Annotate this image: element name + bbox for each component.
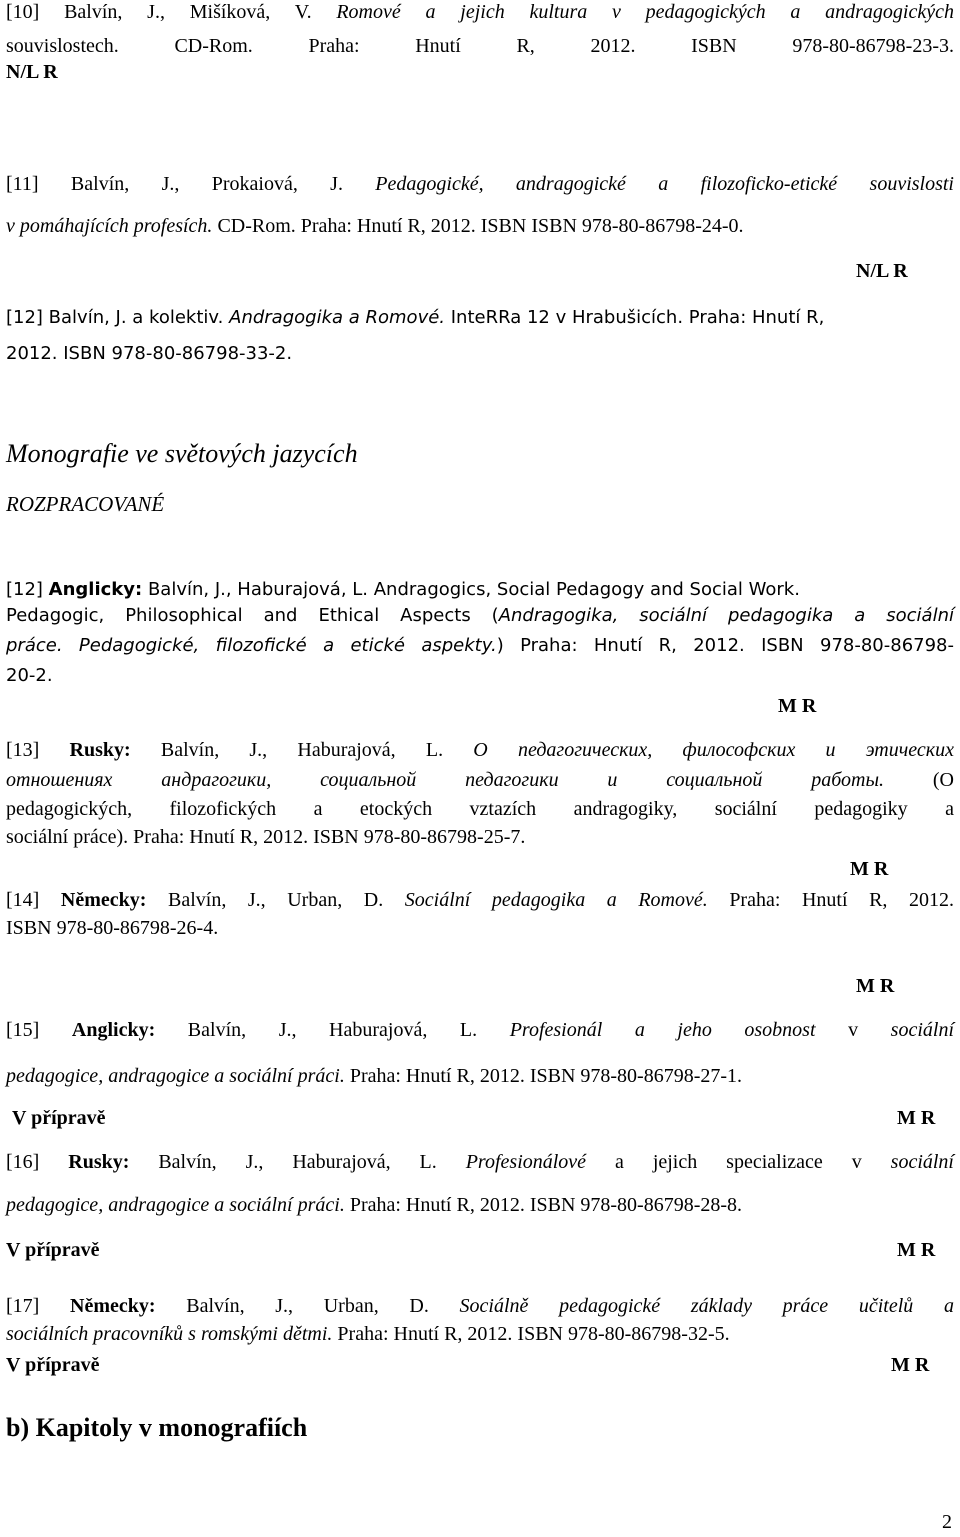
ref-12b-line-1: [12] Anglicky: Balvín, J., Haburajová, L. Andragogics, Social Pedagogy and Social Work. <box>6 579 800 600</box>
ref-14-rating: M R <box>856 975 895 997</box>
ref-12b-line-3: práce. Pedagogické, filozofické a etické aspekty.) Praha: Hnutí R, 2012. ISBN 978-80-86798- <box>6 635 954 656</box>
ref-12-line-1: [12] Balvín, J. a kolektiv. Andragogika a Romové. InteRRa 12 v Hrabušicích. Praha: Hnutí R, <box>6 307 825 328</box>
ref-12-line-2: 2012. ISBN 978-80-86798-33-2. <box>6 343 293 364</box>
ref-12b-rating: M R <box>778 695 817 717</box>
next-section-heading: b) Kapitoly v monografiích <box>6 1413 308 1442</box>
ref-12-title: Andragogika a Romové. <box>229 307 446 328</box>
ref-12b-line-2: Pedagogic, Philosophical and Ethical Aspects (Andragogika, sociální pedagogika a sociální <box>6 605 954 626</box>
ref-17-line-1: [17] Německy: Balvín, J., Urban, D. Sociálně pedagogické základy práce učitelů a <box>6 1295 954 1317</box>
ref-11-title: Pedagogické, andragogické a filozoficko-etické souvislosti <box>375 173 954 195</box>
ref-15-status: V přípravě <box>12 1107 106 1129</box>
ref-16-line-2: pedagogice, andragogice a sociální práci. Praha: Hnutí R, 2012. ISBN 978-80-86798-28-8. <box>6 1194 743 1216</box>
ref-14-line-1: [14] Německy: Balvín, J., Urban, D. Sociální pedagogika a Romové. Praha: Hnutí R, 2012. <box>6 889 954 911</box>
ref-17-rating: M R <box>891 1354 930 1376</box>
ref-12b-line-4: 20-2. <box>6 665 53 686</box>
ref-15-rating: M R <box>897 1107 936 1129</box>
ref-11-rating: N/L R <box>856 260 908 282</box>
language-label: Rusky: <box>68 1151 130 1173</box>
page-number: 2 <box>942 1511 952 1533</box>
ref-10-rating: N/L R <box>6 61 58 83</box>
ref-11-line-2: v pomáhajících profesích. CD-Rom. Praha: Hnutí R, 2012. ISBN ISBN 978-80-86798-24-0. <box>6 215 744 237</box>
ref-13-line-2: отношениях андрагогики, социальной педагогики и социальной работы. (O <box>6 769 955 791</box>
language-label: Rusky: <box>69 739 131 761</box>
ref-16-status: V přípravě <box>6 1239 100 1261</box>
section-heading: Monografie ve světových jazycích <box>6 439 358 468</box>
ref-15-line-1: [15] Anglicky: Balvín, J., Haburajová, L. Profesionál a jeho osobnost v sociální <box>6 1019 955 1041</box>
ref-10-line-1 <box>6 0 954 24</box>
ref-11-line-1 <box>6 172 954 196</box>
ref-17-line-2: sociálních pracovníků s romskými dětmi. Praha: Hnutí R, 2012. ISBN 978-80-86798-32-5. <box>6 1323 730 1345</box>
subsection-heading: ROZPRACOVANÉ <box>6 492 165 516</box>
ref-13-rating: M R <box>850 858 889 880</box>
ref-10-title: Romové a jejich kultura v pedagogických a andragogických <box>336 1 954 23</box>
ref-13-line-1: [13] Rusky: Balvín, J., Haburajová, L. О педагогических, философских и этических <box>6 739 955 761</box>
ref-15-line-2: pedagogice, andragogice a sociální práci. Praha: Hnutí R, 2012. ISBN 978-80-86798-27-1. <box>6 1065 743 1087</box>
ref-10-line-2: souvislostech. CD-Rom. Praha: Hnutí R, 2012. ISBN 978-80-86798-23-3. <box>6 35 954 57</box>
ref-11-authors: [11] Balvín, J., Prokaiová, J. <box>6 173 376 195</box>
language-label: Německy: <box>70 1295 156 1317</box>
ref-10-authors: [10] Balvín, J., Mišíková, V. <box>6 1 337 23</box>
language-label: Německy: <box>60 889 147 911</box>
ref-14-line-2: ISBN 978-80-86798-26-4. <box>6 917 219 939</box>
ref-13-line-3: pedagogických, filozofických a etockých vztazích andragogiky, sociální pedagogiky a <box>6 798 954 820</box>
language-label: Anglicky: <box>71 1019 156 1041</box>
ref-16-line-1: [16] Rusky: Balvín, J., Haburajová, L. Profesionálové a jejich specializace v sociální <box>6 1151 954 1173</box>
ref-16-rating: M R <box>897 1239 936 1261</box>
language-label: Anglicky: <box>48 579 143 600</box>
ref-17-status: V přípravě <box>6 1354 100 1376</box>
ref-13-line-4: sociální práce). Praha: Hnutí R, 2012. ISBN 978-80-86798-25-7. <box>6 826 526 848</box>
